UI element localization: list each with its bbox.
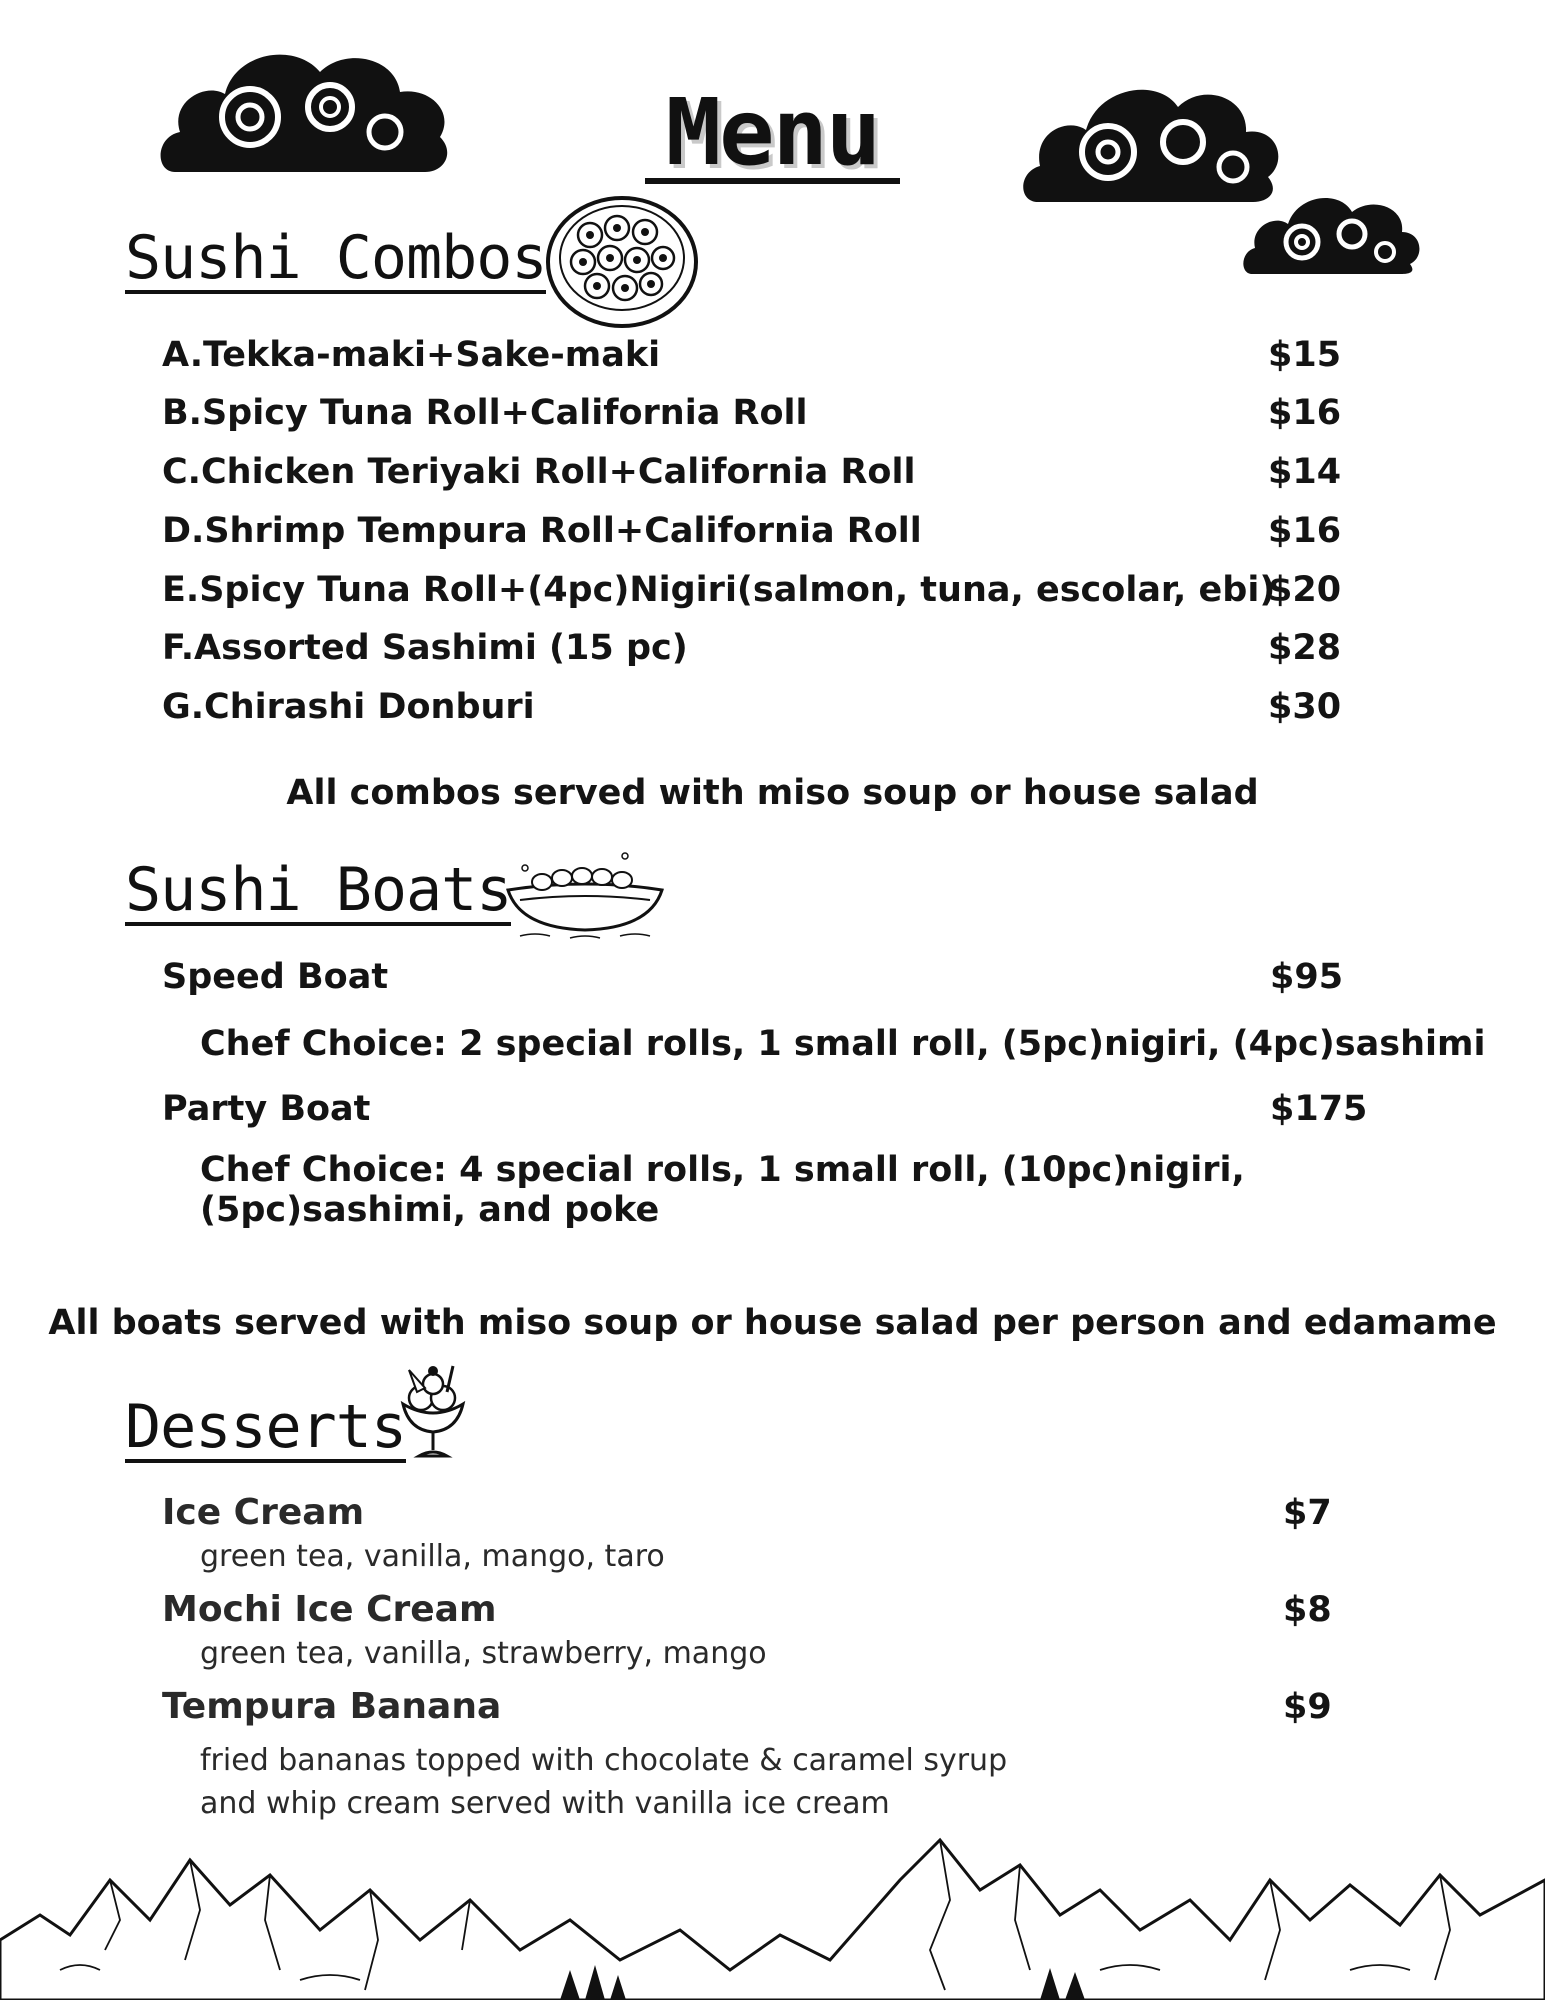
combo-item-name: G.Chirashi Donburi: [162, 687, 535, 727]
combo-item-name: F.Assorted Sashimi (15 pc): [162, 628, 688, 668]
dessert-item-name: Mochi Ice Cream: [162, 1589, 497, 1630]
combo-item-name: B.Spicy Tuna Roll+California Roll: [162, 393, 808, 433]
boat-item-price: $95: [1270, 957, 1344, 997]
combo-item-name: D.Shrimp Tempura Roll+California Roll: [162, 511, 922, 551]
cloud-icon: [155, 32, 455, 177]
boat-item-price: $175: [1270, 1089, 1368, 1129]
combo-item-price: $28: [1268, 628, 1342, 668]
dessert-item-price: $7: [1283, 1493, 1332, 1533]
boats-note: All boats served with miso soup or house salad per person and edamame: [48, 1303, 1497, 1343]
sushi-boat-icon: [500, 848, 670, 943]
dessert-item-name: Ice Cream: [162, 1492, 365, 1533]
combo-item-price: $20: [1268, 570, 1342, 610]
dessert-item-desc-line: and whip cream served with vanilla ice cream: [200, 1786, 890, 1821]
combo-item-price: $16: [1268, 393, 1342, 433]
combo-item-name: C.Chicken Teriyaki Roll+California Roll: [162, 452, 916, 492]
dessert-item-price: $9: [1283, 1687, 1332, 1727]
mountains-illustration: [0, 1820, 1545, 2000]
dessert-item-desc-line: fried bananas topped with chocolate & caramel syrup: [200, 1743, 1008, 1778]
cloud-icon: [1240, 182, 1420, 277]
sushi-combos-heading: Sushi Combos: [125, 223, 547, 293]
combos-note: All combos served with miso soup or house salad: [286, 773, 1259, 813]
boat-item-name: Party Boat: [162, 1089, 371, 1129]
dessert-item-price: $8: [1283, 1590, 1332, 1630]
sushi-boats-heading: Sushi Boats: [125, 855, 512, 925]
combo-item-name: A.Tekka-maki+Sake-maki: [162, 335, 661, 375]
boat-item-desc: Chef Choice: 2 special rolls, 1 small roll, (5pc)nigiri, (4pc)sashimi: [200, 1024, 1486, 1064]
boat-item-name: Speed Boat: [162, 957, 389, 997]
combo-item-price: $14: [1268, 452, 1342, 492]
combo-item-name: E.Spicy Tuna Roll+(4pc)Nigiri(salmon, tuna, escolar, ebi): [162, 570, 1276, 610]
dessert-item-desc: green tea, vanilla, strawberry, mango: [200, 1636, 767, 1671]
page-title: Menu: [645, 88, 900, 184]
desserts-heading: Desserts: [125, 1392, 406, 1462]
combo-item-price: $15: [1268, 335, 1342, 375]
sundae-icon: [395, 1362, 470, 1462]
dessert-item-name: Tempura Banana: [162, 1686, 502, 1727]
boat-item-desc: Chef Choice: 4 special rolls, 1 small roll, (10pc)nigiri, (5pc)sashimi, and poke: [200, 1150, 1245, 1230]
sushi-plate-icon: [545, 190, 700, 330]
dessert-item-desc: green tea, vanilla, mango, taro: [200, 1539, 665, 1574]
combo-item-price: $30: [1268, 687, 1342, 727]
combo-item-price: $16: [1268, 511, 1342, 551]
